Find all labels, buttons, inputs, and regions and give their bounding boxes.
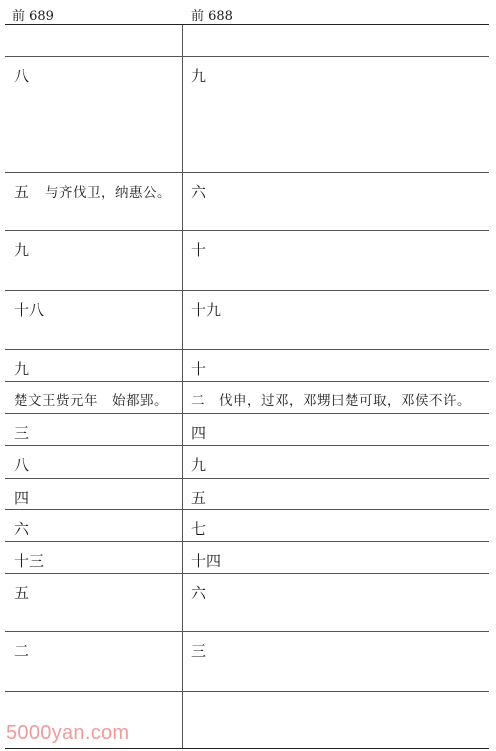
table-row [5, 56, 489, 172]
cell-number: 六 [191, 584, 207, 602]
cell-number: 五 [14, 584, 30, 602]
table-cell [5, 510, 183, 541]
cell-number: 九 [14, 241, 30, 259]
table-cell [183, 632, 489, 691]
cell-number: 三 [14, 424, 30, 442]
table-cell [183, 414, 489, 445]
cell-note: 伐申，过邓，邓甥曰楚可取，邓侯不许。 [219, 393, 471, 409]
table-cell [183, 479, 489, 509]
table-row [5, 541, 489, 573]
table-cell [183, 25, 489, 56]
table-cell [183, 350, 489, 381]
cell-number: 九 [191, 67, 207, 85]
cell-number: 四 [14, 489, 30, 507]
table-cell [5, 446, 183, 478]
cell-number: 二 [191, 393, 205, 409]
table-cell [183, 510, 489, 541]
table-cell [183, 231, 489, 290]
table-row [5, 445, 489, 478]
table-cell [5, 173, 183, 230]
table-cell [5, 57, 183, 172]
cell-number: 十 [191, 241, 207, 259]
table-cell [5, 382, 183, 413]
chronology-table [5, 24, 489, 749]
cell-number: 十八 [14, 301, 45, 319]
cell-number: 七 [191, 520, 207, 538]
cell-number: 三 [191, 642, 207, 660]
cell-number: 六 [14, 520, 30, 538]
table-row [5, 25, 489, 56]
table-cell [5, 350, 183, 381]
cell-number: 十三 [14, 552, 45, 570]
cell-number: 八 [14, 67, 30, 85]
table-cell [183, 446, 489, 478]
table-row [5, 631, 489, 691]
cell-number: 十四 [191, 552, 222, 570]
table-cell [5, 574, 183, 631]
site-watermark: 5000yan.com [6, 722, 130, 744]
table-cell [5, 479, 183, 509]
table-cell [5, 414, 183, 445]
year-header-688: 前 688 [191, 9, 233, 24]
cell-number: 五 [14, 183, 30, 201]
year-header-689: 前 689 [12, 9, 54, 24]
cell-number: 十九 [191, 301, 222, 319]
cell-number: 十 [191, 360, 207, 378]
cell-note: 与齐伐卫，纳惠公。 [45, 185, 172, 201]
cell-number: 六 [191, 183, 207, 201]
table-row [5, 230, 489, 290]
cell-number: 二 [14, 642, 30, 660]
table-row [5, 172, 489, 230]
cell-note: 始都郢。 [112, 393, 168, 409]
table-row [5, 290, 489, 349]
table-cell [5, 231, 183, 290]
table-row [5, 413, 489, 445]
table-cell [5, 542, 183, 573]
table-cell [183, 173, 489, 230]
table-cell [183, 692, 489, 748]
cell-number: 八 [14, 456, 30, 474]
table-cell [183, 574, 489, 631]
cell-number: 五 [191, 489, 207, 507]
table-cell [183, 542, 489, 573]
table-cell [5, 25, 183, 56]
cell-number: 九 [14, 360, 30, 378]
table-row [5, 381, 489, 413]
cell-number: 四 [191, 424, 207, 442]
table-cell [5, 291, 183, 349]
table-cell [183, 382, 489, 413]
table-row [5, 349, 489, 381]
table-row [5, 509, 489, 541]
cell-number: 九 [191, 456, 207, 474]
table-row [5, 478, 489, 509]
table-cell [5, 632, 183, 691]
table-row [5, 573, 489, 631]
cell-number: 楚文王赀元年 [14, 393, 98, 409]
table-cell [183, 291, 489, 349]
table-cell [183, 57, 489, 172]
